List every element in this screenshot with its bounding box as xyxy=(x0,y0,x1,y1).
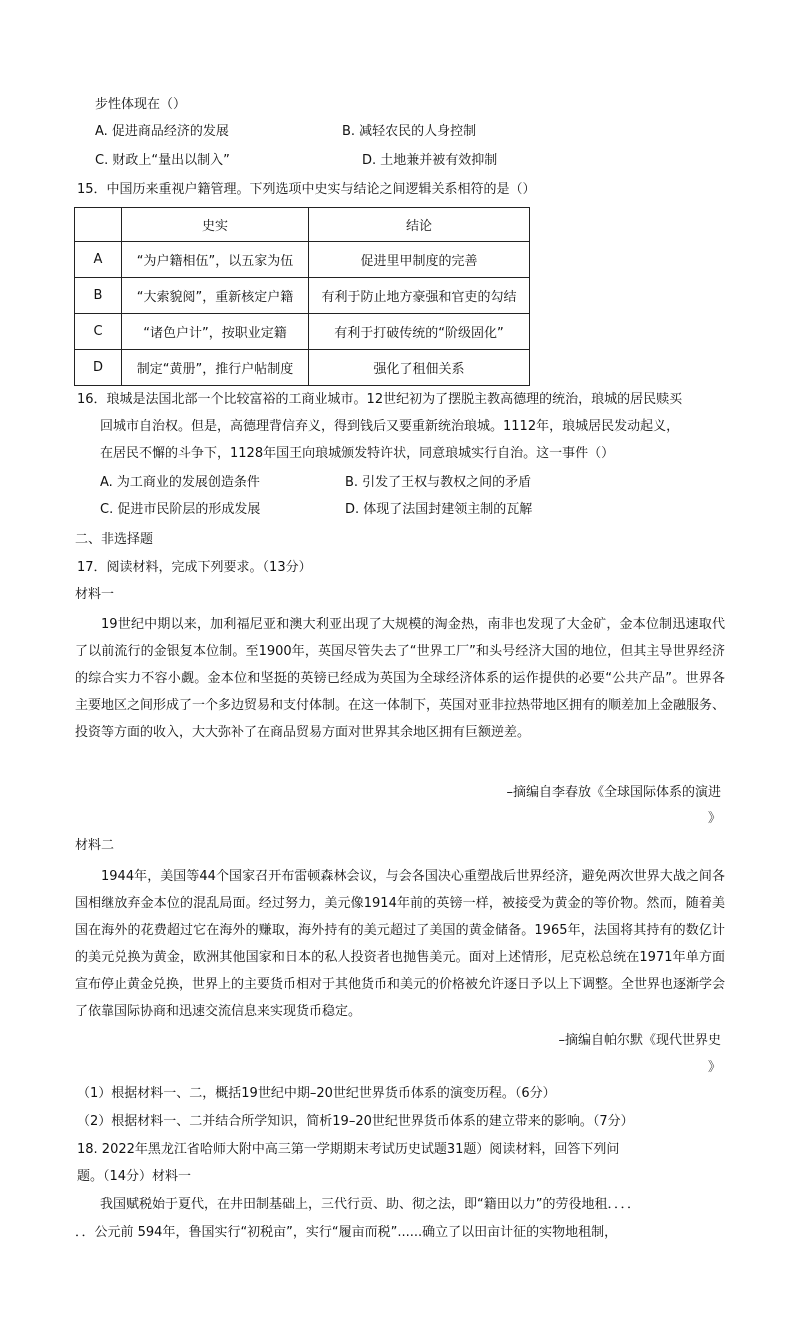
table-cell: C xyxy=(75,314,122,350)
table-cell: “诸色户计”，按职业定籍 xyxy=(122,314,309,350)
q16-stem-line1: 16．琅城是法国北部一个比较富裕的工商业城市。12世纪初为了摆脱主教高德理的统治，琅城的居民赎买 xyxy=(77,392,683,407)
material-2-source: –摘编自帕尔默《现代世界史 xyxy=(558,1033,721,1048)
q18-stem-line2: 题。（14分）材料一 xyxy=(77,1169,192,1184)
q16-stem-line3: 在居民不懈的斗争下，1128年国王向琅城颁发特许状，同意琅城实行自治。这一事件（） xyxy=(100,446,615,461)
table-cell: 促进里甲制度的完善 xyxy=(309,242,530,278)
q15-table xyxy=(74,207,530,386)
q17-question-2: （2）根据材料一、二并结合所学知识，简析19–20世纪世界货币体系的建立带来的影响。（7分） xyxy=(77,1114,634,1129)
table-cell: 制定“黄册”，推行户帖制度 xyxy=(122,350,309,386)
q16-option-d[interactable]: D. 体现了法国封建领主制的瓦解 xyxy=(345,502,533,517)
material-1-source-end: 》 xyxy=(707,811,721,826)
q17-question-1: （1）根据材料一、二，概括19世纪中期–20世纪世界货币体系的演变历程。（6分） xyxy=(77,1086,556,1101)
table-header-cell: 结论 xyxy=(309,208,530,242)
table-row[interactable] xyxy=(75,242,530,278)
q18-paragraph-line2: ．．公元前 594年，鲁国实行“初税亩”，实行“履亩而税”......确立了以田亩计征的实物地租制， xyxy=(75,1225,618,1240)
q14-option-c[interactable]: C. 财政上“量出以制入” xyxy=(95,153,230,168)
q16-stem-line2: 回城市自治权。但是，高德理背信弃义，得到钱后又要重新统治琅城。1112年，琅城居民发动起义， xyxy=(100,419,680,434)
q16-option-c[interactable]: C. 促进市民阶层的形成发展 xyxy=(100,502,261,517)
q17-stem: 17．阅读材料，完成下列要求。（13分） xyxy=(77,560,312,575)
q14-option-d[interactable]: D. 土地兼并被有效抑制 xyxy=(362,153,498,168)
table-row[interactable] xyxy=(75,278,530,314)
q14-stem-tail: 步性体现在（） xyxy=(95,97,187,112)
table-cell: “为户籍相伍”，以五家为伍 xyxy=(122,242,309,278)
table-header-row xyxy=(75,208,530,242)
section-heading: 二、非选择题 xyxy=(75,532,154,547)
material-2-source-end: 》 xyxy=(707,1060,721,1075)
q18-stem-line1: 18. 2022年黑龙江省哈师大附中高三第一学期期末考试历史试题31题）阅读材料，回答下列问 xyxy=(77,1142,620,1157)
q18-paragraph-line1: 我国赋税始于夏代，在井田制基础上，三代行贡、助、彻之法，即“籍田以力”的劳役地租．．．． xyxy=(100,1197,640,1212)
q15-stem: 15．中国历来重视户籍管理。下列选项中史实与结论之间逻辑关系相符的是（） xyxy=(77,182,536,197)
table-cell: “大索貌阅”，重新核定户籍 xyxy=(122,278,309,314)
table-cell: B xyxy=(75,278,122,314)
material-2-title: 材料二 xyxy=(75,838,115,853)
material-1-title: 材料一 xyxy=(75,587,115,602)
material-1-source: –摘编自李春放《全球国际体系的演进 xyxy=(506,785,721,800)
q14-option-b[interactable]: B. 减轻农民的人身控制 xyxy=(342,124,477,139)
q16-option-a[interactable]: A. 为工商业的发展创造条件 xyxy=(100,475,260,490)
material-1-text: 19世纪中期以来，加利福尼亚和澳大利亚出现了大规模的淘金热，南非也发现了大金矿，金本位制迅速取代了以前流行的金银复本位制。至1900年，英国尽管失去了“世界工厂”和头号经济大国的地位，但其主导世界经济的综合实力不容小觑。金本位和坚挺的英镑已经成为英国为全球经济体系的运作提供的必要“公共产品”。世界各主要地区之间形成了一个多边贸易和支付体制。在这一体制下，英国对亚非拉热带地区拥有的顺差加上金融服务、投资等方面的收入，大大弥补了在商品贸易方面对世界其余地区拥有巨额逆差。 xyxy=(75,617,726,740)
table-cell: 有利于打破传统的“阶级固化” xyxy=(309,314,530,350)
table-cell: A xyxy=(75,242,122,278)
table-row[interactable] xyxy=(75,314,530,350)
q16-option-b[interactable]: B. 引发了王权与教权之间的矛盾 xyxy=(345,475,532,490)
q14-option-a[interactable]: A. 促进商品经济的发展 xyxy=(95,124,229,139)
material-2-text: 1944年，美国等44个国家召开布雷顿森林会议，与会各国决心重塑战后世界经济，避免两次世界大战之间各国相继放弃金本位的混乱局面。经过努力，美元像1914年前的英镑一样，被接受为黄金的等价物。然而，随着美国在海外的花费超过它在海外的赚取，海外持有的美元超过了美国的黄金储备。1965年，法国将其持有的数亿计的美元兑换为黄金，欧洲其他国家和日本的私人投资者也抛售美元。面对上述情形，尼克松总统在1971年单方面宣布停止黄金兑换，世界上的主要货币相对于其他货币和美元的价格被允许逐日予以上下调整。全世界也逐渐学会了依靠国际协商和迅速交流信息来实现货币稳定。 xyxy=(75,869,726,1019)
table-header-cell: 史实 xyxy=(122,208,309,242)
table-header-cell xyxy=(75,208,122,242)
table-cell: D xyxy=(75,350,122,386)
table-cell: 强化了租佃关系 xyxy=(309,350,530,386)
table-row[interactable] xyxy=(75,350,530,386)
table-cell: 有利于防止地方豪强和官吏的勾结 xyxy=(309,278,530,314)
